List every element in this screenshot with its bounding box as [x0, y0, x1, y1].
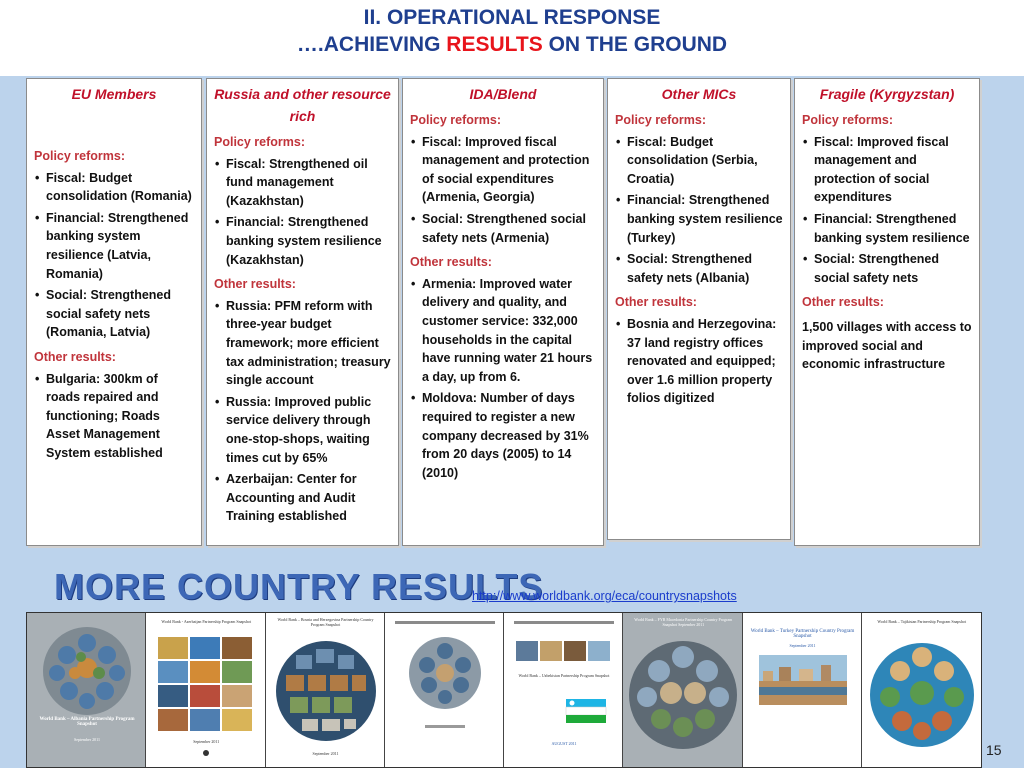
policy-reforms-label: Policy reforms: [615, 113, 707, 127]
other-list [410, 275, 596, 483]
list-item: • Financial: Strengthened banking system resilience (Turkey) [615, 191, 783, 247]
globe-collage-icon [862, 613, 981, 767]
snapshot-croatia[interactable] [385, 613, 504, 767]
other-results-text: 1,500 villages with access to improved social and economic infrastructure [802, 319, 972, 372]
other-results-label: Other results: [214, 277, 296, 292]
other-list [214, 297, 391, 526]
snapshot-macedonia[interactable] [623, 613, 742, 767]
column-heading: Russia and other resource rich [214, 86, 391, 124]
snapshot-title: World Bank – Uzbekistan Partnership Program Snapshot [518, 673, 610, 678]
snapshot-azerbaijan[interactable] [146, 613, 265, 767]
policy-reforms-label: Policy reforms: [34, 149, 126, 163]
list-item: • Moldova: Number of days required to register a new company decreased by 31% from 20 days (2005) to 14 (2010) [410, 389, 596, 482]
snapshot-albania[interactable] [27, 613, 146, 767]
list-item: • Fiscal: Improved fiscal management and protection of social expenditures (Armenia, Georgia) [410, 133, 596, 207]
other-results-label: Other results: [410, 255, 492, 270]
other-list [34, 370, 194, 463]
policy-list [410, 133, 596, 248]
more-country-results-heading: MORE COUNTRY RESULTS [54, 566, 544, 607]
list-item: • Russia: PFM reform with three-year budget framework; more efficient tax administration; treasury single account [214, 297, 391, 390]
list-item: • Azerbaijan: Center for Accounting and Audit Training established [214, 470, 391, 526]
list-item: • Social: Strengthened social safety nets (Armenia) [410, 210, 596, 247]
list-item: • Russia: Improved public service delivery through one-stop-shops, waiting times cut by 65% [214, 393, 391, 467]
snapshot-title: World Bank – Turkey Partnership Country Program Snapshot [750, 629, 855, 639]
other-list [615, 315, 783, 408]
policy-reforms-label: Policy reforms: [214, 135, 306, 149]
snapshot-date: September 2011 [74, 737, 100, 742]
list-item: • Bulgaria: 300km of roads repaired and functioning; Roads Asset Management System established [34, 370, 194, 463]
column-ida-blend [402, 78, 604, 546]
snapshot-date: September 2011 [312, 751, 339, 756]
snapshot-title: World Bank - Azerbaijan Partnership Program Snapshot [161, 619, 252, 624]
snapshot-uzbekistan[interactable] [504, 613, 623, 767]
list-item: • Social: Strengthened safety nets (Albania) [615, 250, 783, 287]
snapshot-title: World Bank – FYR Macedonia Partnership Country Program Snapshot September 2011 [634, 617, 733, 627]
snapshot-title: World Bank – Bosnia and Herzegovina Partnership Country Program Snapshot [277, 617, 374, 627]
snapshot-thumbnail-strip [26, 612, 982, 768]
column-eu-members [26, 78, 202, 546]
other-results-label: Other results: [802, 295, 884, 310]
snapshot-bosnia[interactable] [266, 613, 385, 767]
column-fragile-kyrgyzstan [794, 78, 980, 546]
list-item: • Financial: Strengthened banking system resilience [802, 210, 972, 247]
other-results-label: Other results: [615, 295, 697, 310]
policy-reforms-label: Policy reforms: [410, 113, 502, 127]
slide-title-line1: II. OPERATIONAL RESPONSE [363, 6, 661, 29]
column-heading: Other MICs [661, 86, 737, 102]
snapshot-tajikistan[interactable] [862, 613, 981, 767]
snapshot-date: AUGUST 2011 [551, 741, 577, 746]
policy-list [615, 133, 783, 288]
policy-list [802, 133, 972, 288]
list-item: • Fiscal: Improved fiscal management and protection of social expenditures [802, 133, 972, 207]
column-other-mics [607, 78, 791, 540]
list-item: • Armenia: Improved water delivery and quality, and customer service: 332,000 households in the capital have running water 21 hours a day, up from 6. [410, 275, 596, 387]
globe-collage-icon [266, 613, 385, 767]
snapshot-title: World Bank – Albania Partnership Program Snapshot [39, 717, 135, 727]
globe-collage-icon [385, 613, 504, 767]
column-heading: IDA/Blend [469, 86, 537, 102]
page-number: 15 [986, 742, 1002, 758]
title-results-word: RESULTS [446, 33, 543, 56]
policy-reforms-label: Policy reforms: [802, 113, 894, 127]
title-line2-prefix: ….ACHIEVING [296, 33, 447, 56]
list-item: • Financial: Strengthened banking system resilience (Kazakhstan) [214, 213, 391, 269]
policy-list [34, 169, 194, 342]
column-heading: EU Members [71, 86, 157, 102]
list-item: • Fiscal: Budget consolidation (Romania) [34, 169, 194, 206]
column-heading: Fragile (Kyrgyzstan) [819, 86, 955, 102]
snapshot-turkey[interactable] [743, 613, 862, 767]
country-snapshots-link[interactable]: http://www.worldbank.org/eca/countrysnapshots [472, 589, 737, 603]
column-russia-resource-rich [206, 78, 399, 546]
other-results-label: Other results: [34, 349, 116, 364]
snapshot-date: September 2011 [789, 643, 816, 648]
globe-collage-icon [623, 613, 742, 767]
list-item: • Bosnia and Herzegovina: 37 land registry offices renovated and equipped; over 1.6 million property folios digitized [615, 315, 783, 408]
globe-collage-icon [27, 613, 146, 767]
title-line2-suffix: ON THE GROUND [542, 33, 728, 56]
list-item: • Social: Strengthened social safety nets (Romania, Latvia) [34, 286, 194, 342]
list-item: • Social: Strengthened social safety nets [802, 250, 972, 287]
snapshot-date: September 2011 [193, 739, 220, 744]
list-item: • Fiscal: Strengthened oil fund management (Kazakhstan) [214, 155, 391, 211]
list-item: • Financial: Strengthened banking system resilience (Latvia, Romania) [34, 209, 194, 283]
slide-title-line2 [0, 33, 1024, 57]
policy-list [214, 155, 391, 270]
list-item: • Fiscal: Budget consolidation (Serbia, Croatia) [615, 133, 783, 189]
snapshot-title: World Bank – Tajikistan Partnership Program Snapshot [877, 619, 967, 624]
title-area [0, 0, 1024, 76]
